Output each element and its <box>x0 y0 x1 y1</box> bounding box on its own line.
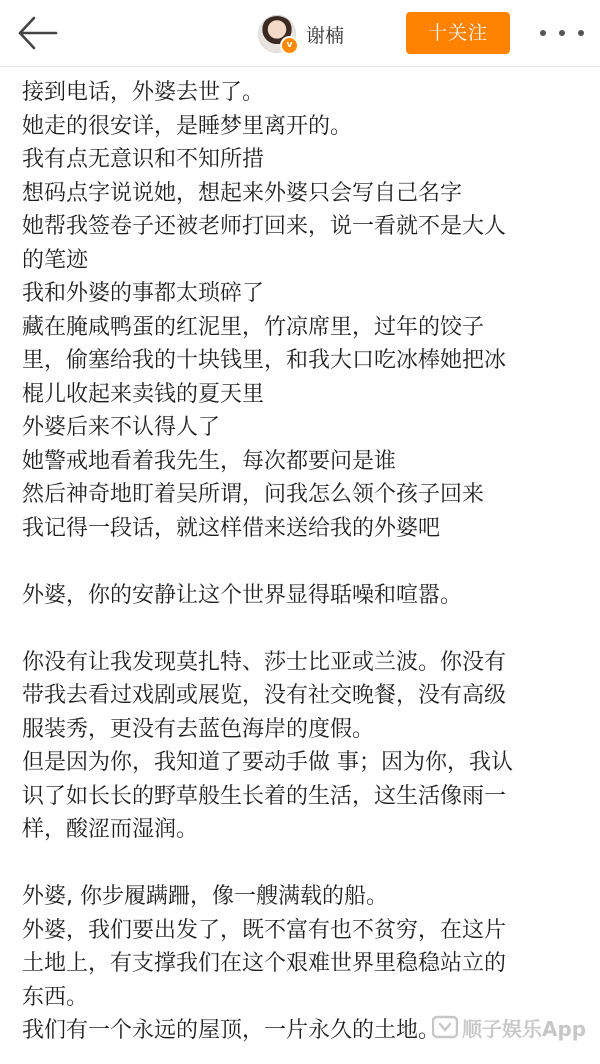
post-text-line: 她警戒地看着我先生，每次都要问是谁 <box>22 448 397 474</box>
post-text-line: 东西。 <box>22 984 89 1010</box>
back-button[interactable] <box>12 12 60 54</box>
post-text-line: 服装秀，更没有去蓝色海岸的度假。 <box>22 716 375 742</box>
paragraph-spacer <box>22 847 584 881</box>
watermark <box>432 1012 592 1042</box>
author-name[interactable]: 谢楠 <box>306 24 345 47</box>
post-text-line: 我有点无意识和不知所措 <box>22 147 265 172</box>
post-text-line: 外婆后来不认得人了 <box>22 415 221 440</box>
paragraph-spacer <box>22 545 584 579</box>
post-text-line: 识了如长长的野草般生长着的生活，这生活像雨一 <box>22 783 507 809</box>
post-text-line: 外婆，你的安静让这个世界显得聒噪和喧嚣。 <box>22 582 463 608</box>
post-body <box>22 76 587 1048</box>
top-navigation-bar <box>0 0 600 67</box>
post-text-line: 接到电话，外婆去世了。 <box>22 80 265 105</box>
post-text-line: 她帮我签卷子还被老师打回来，说一看就不是大人 <box>22 214 507 239</box>
post-text-line: 土地上，有支撑我们在这个艰难世界里稳稳站立的 <box>22 951 507 976</box>
more-dots-icon <box>559 30 565 36</box>
post-text-line: 然后神奇地盯着吴所谓，问我怎么领个孩子回来 <box>22 482 485 507</box>
follow-button[interactable]: 十关注 <box>406 12 510 54</box>
more-options-button[interactable] <box>540 22 584 44</box>
post-text-line: 我们有一个永远的屋顶，一片永久的土地。 <box>22 1018 441 1043</box>
verified-badge-icon: v <box>280 36 299 55</box>
paragraph-spacer <box>22 612 584 646</box>
back-arrow-icon <box>12 12 60 54</box>
app-logo-icon <box>432 1014 458 1040</box>
post-text-line: 带我去看过戏剧或展览，没有社交晚餐，没有高级 <box>22 683 507 708</box>
more-dots-icon <box>578 30 584 36</box>
post-text-line: 她走的很安详，是睡梦里离开的。 <box>22 113 353 139</box>
more-dots-icon <box>540 30 546 36</box>
post-text-line: 里，偷塞给我的十块钱里，和我大口吃冰棒她把冰 <box>22 348 507 373</box>
post-text-line: 棍儿收起来卖钱的夏天里 <box>22 381 265 407</box>
post-text-line: 外婆，我们要出发了，既不富有也不贫穷，在这片 <box>22 917 507 943</box>
post-text-line: 的笔迹 <box>22 247 89 273</box>
post-text-line: 样，酸涩而湿润。 <box>22 817 199 842</box>
author-profile[interactable] <box>258 13 344 55</box>
post-text-line: 但是因为你，我知道了要动手做 事；因为你，我认 <box>22 750 513 775</box>
avatar[interactable] <box>258 15 296 53</box>
post-text-line: 藏在腌咸鸭蛋的红泥里，竹凉席里，过年的饺子 <box>22 314 485 340</box>
post-text-line: 我和外婆的事都太琐碎了 <box>22 281 265 306</box>
watermark-text: 顺子娱乐App <box>462 1016 587 1041</box>
post-text-line: 想码点字说说她，想起来外婆只会写自己名字 <box>22 180 463 206</box>
post-text-line: 你没有让我发现莫扎特、莎士比亚或兰波。你没有 <box>22 649 507 675</box>
post-text-line: 我记得一段话，就这样借来送给我的外婆吧 <box>22 515 441 541</box>
post-text-line: 外婆, 你步履蹒跚，像一艘满载的船。 <box>22 884 388 909</box>
